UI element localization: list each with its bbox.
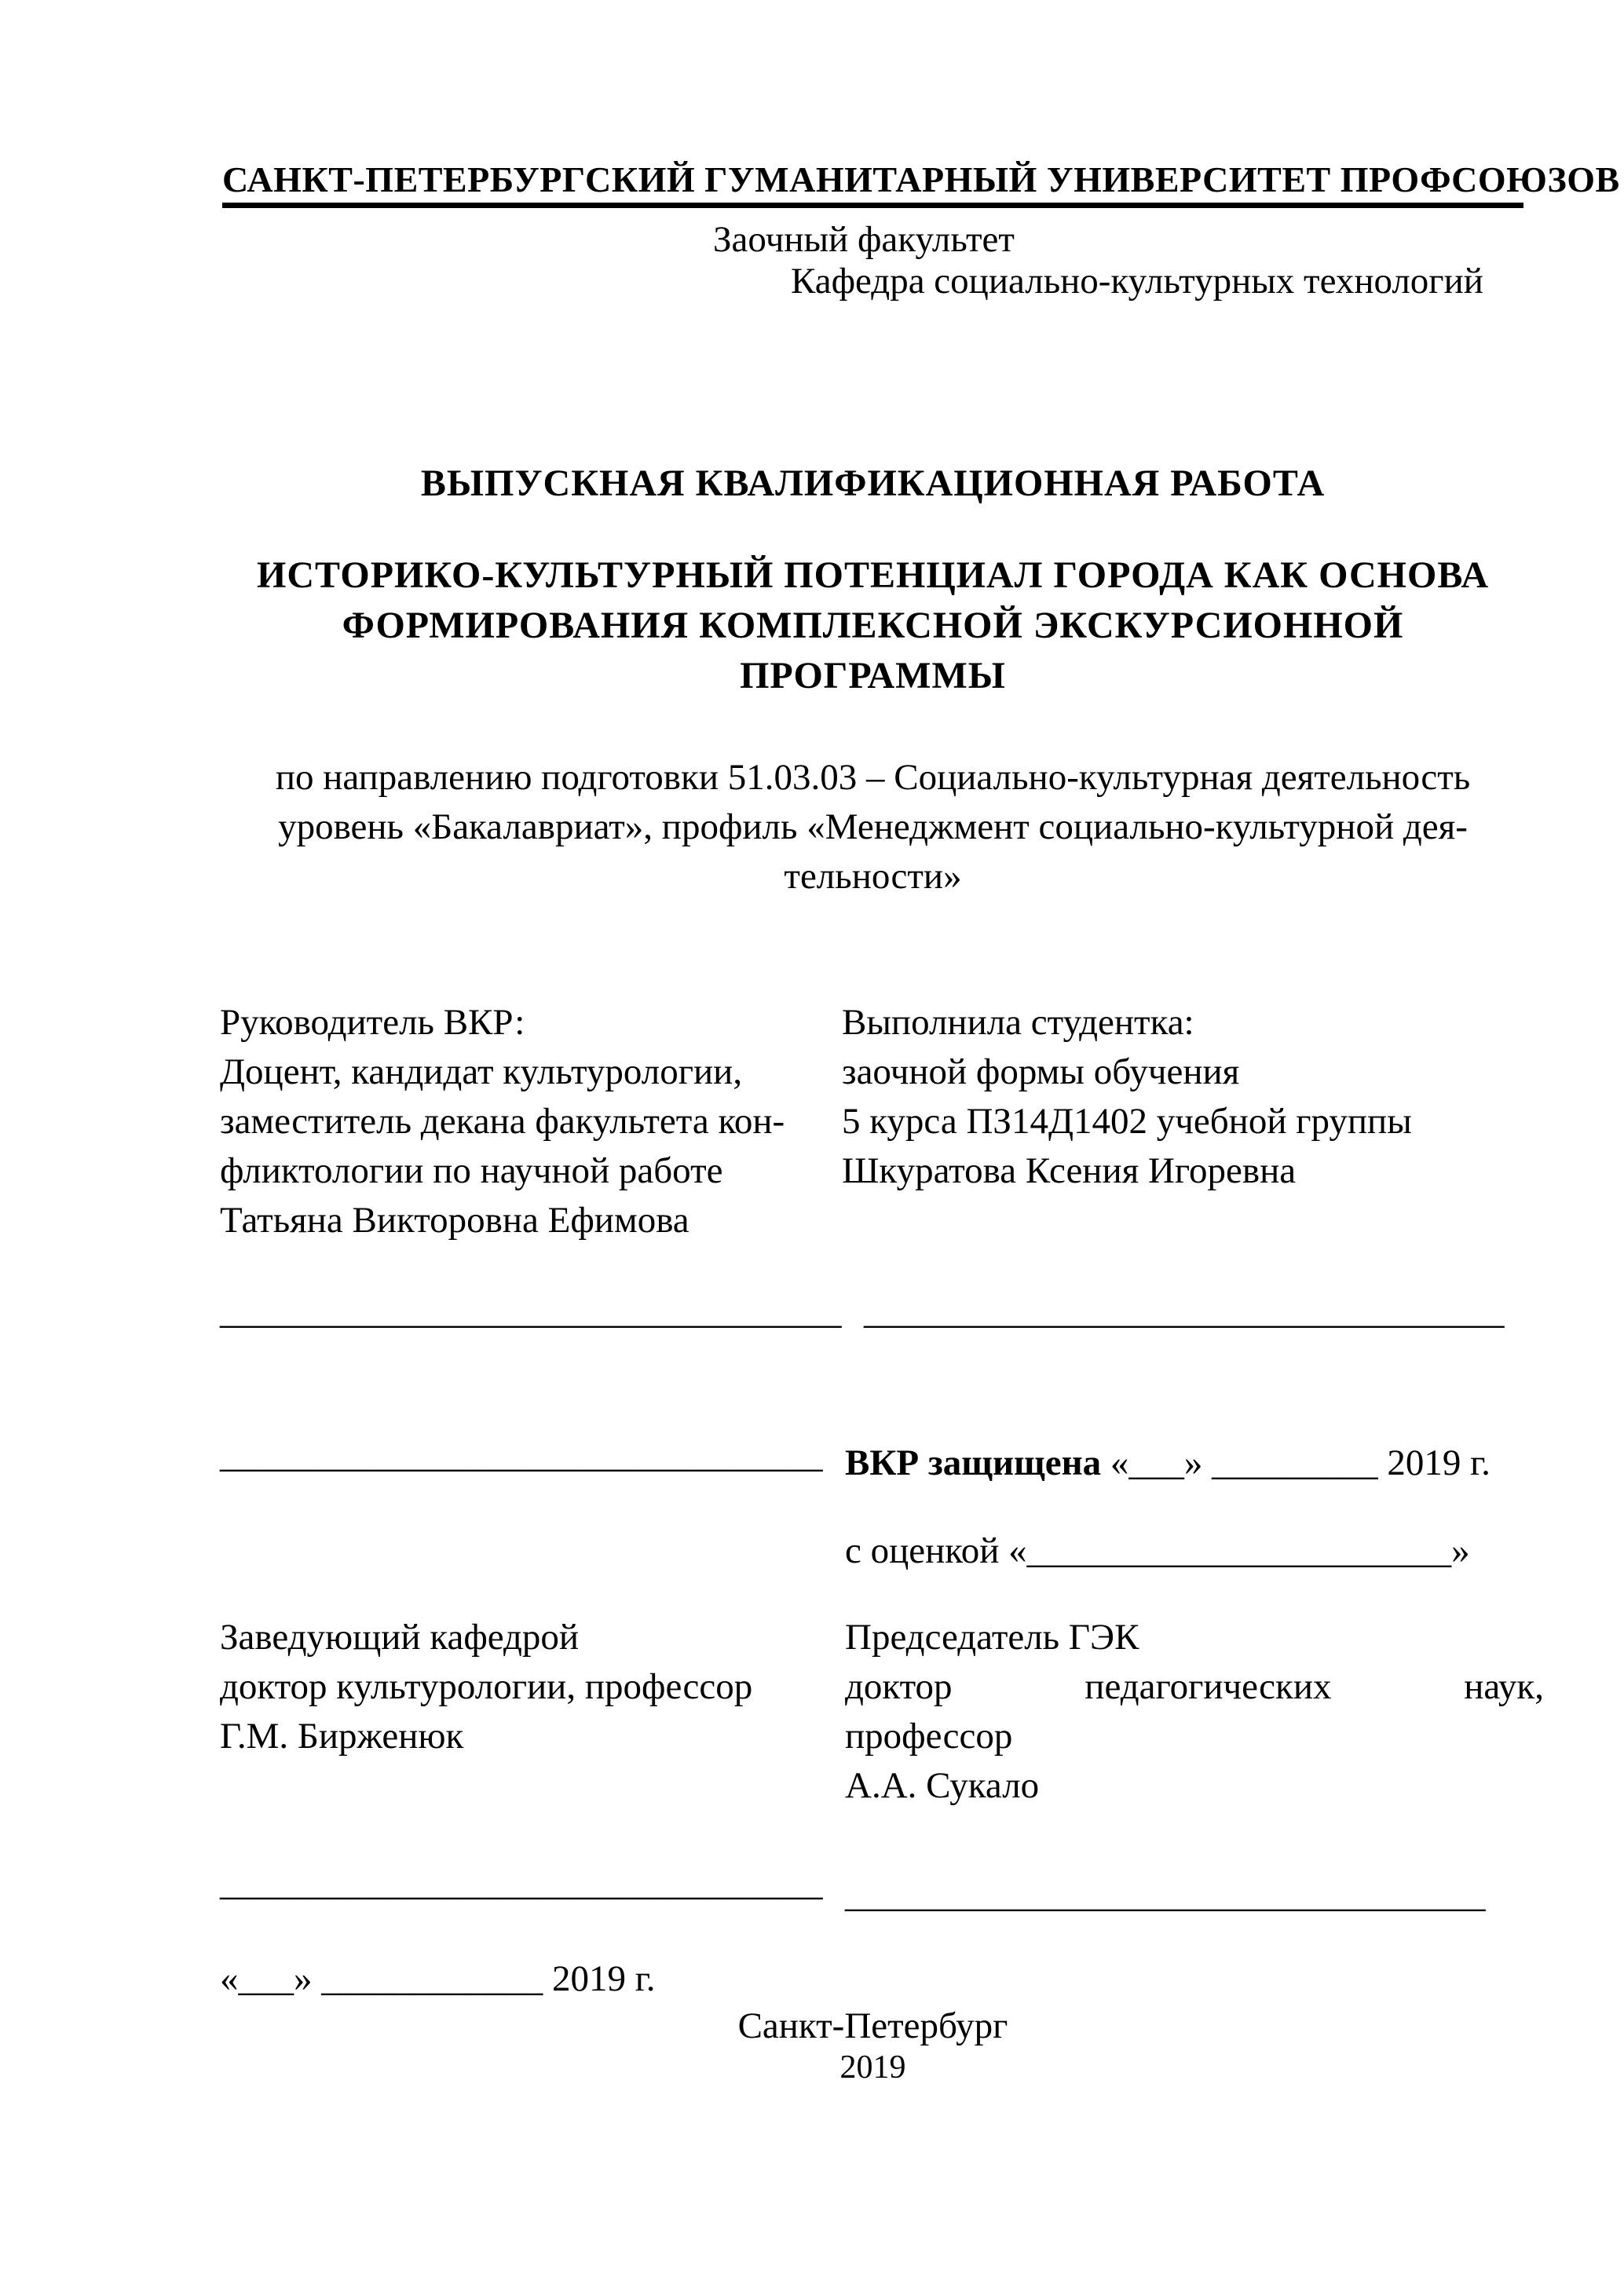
grade-line: с оценкой «_______________________» [845,1530,1470,1571]
head-department-line: доктор культурологии, профессор [220,1666,753,1707]
head-department-signature-line: ________________________________ [220,1863,823,1903]
program-line: уровень «Бакалавриат», профиль «Менеджмент социально-культурной дея- [278,806,1468,847]
student-line: заочной формы обучения [842,1051,1240,1092]
thesis-title-line: ПРОГРАММЫ [740,655,1006,696]
city: Санкт-Петербург [737,2005,1008,2046]
program-info [222,753,1523,901]
thesis-title-line: ФОРМИРОВАНИЯ КОМПЛЕКСНОЙ ЭКСКУРСИОННОЙ [342,605,1404,646]
gek-chairman-line: профессор [845,1716,1013,1757]
supervisor-signature-line: _________________________________ [220,1291,842,1332]
defense-date-line [845,1442,1490,1483]
work-type-heading: ВЫПУСКНАЯ КВАЛИФИКАЦИОННАЯ РАБОТА [420,462,1326,504]
student-line: 5 курса ПЗ14Д1402 учебной группы [842,1101,1412,1142]
head-department-line: Заведующий кафедрой [220,1617,580,1658]
gek-chairman-line: А.А. Сукало [845,1765,1040,1806]
thesis-title-line: ИСТОРИКО-КУЛЬТУРНЫЙ ПОТЕНЦИАЛ ГОРОДА КАК ОСНОВА [257,554,1489,596]
student-signature-line: __________________________________ [864,1291,1505,1332]
program-line: тельности» [784,856,962,897]
supervisor-line: Доцент, кандидат культурологии, [220,1051,743,1092]
supervisor-line: Руководитель ВКР: [220,1002,525,1043]
program-line: по направлению подготовки 51.03.03 – Социально-культурная деятельность [275,757,1471,798]
university-name: САНКТ-ПЕТЕРБУРГСКИЙ ГУМАНИТАРНЫЙ УНИВЕРСИТЕТ ПРОФСОЮЗОВ [222,159,1620,199]
year: 2019 [839,2049,906,2086]
head-department-block [220,1613,752,1761]
gek-chairman-line: Председатель ГЭК [845,1617,1139,1658]
signature-line: ________________________________ [220,1435,823,1475]
gek-chairman-signature-line: __________________________________ [845,1874,1486,1915]
defense-date-blank: «___» _________ 2019 г. [1101,1442,1490,1483]
supervisor-line: Татьяна Викторовна Ефимова [220,1200,689,1241]
department-name: Кафедра социально-культурных технологий [791,261,1483,302]
student-block [842,998,1412,1196]
faculty-name: Заочный факультет [713,219,1015,260]
header-rule [222,203,1523,208]
supervisor-line: заместитель декана факультета кон- [220,1101,785,1142]
gek-chairman-block [845,1613,1544,1811]
approval-date-line: «___» ____________ 2019 г. [220,1958,656,1999]
supervisor-line: фликтологии по научной работе [220,1150,723,1191]
student-line: Шкуратова Ксения Игоревна [842,1150,1297,1191]
thesis-title [222,550,1523,701]
supervisor-block [220,998,785,1245]
gek-chairman-line: доктор педагогических наук, [845,1666,1544,1707]
head-department-line: Г.М. Бирженюк [220,1716,464,1757]
defense-label: ВКР защищена [845,1442,1102,1483]
student-line: Выполнила студентка: [842,1002,1194,1043]
